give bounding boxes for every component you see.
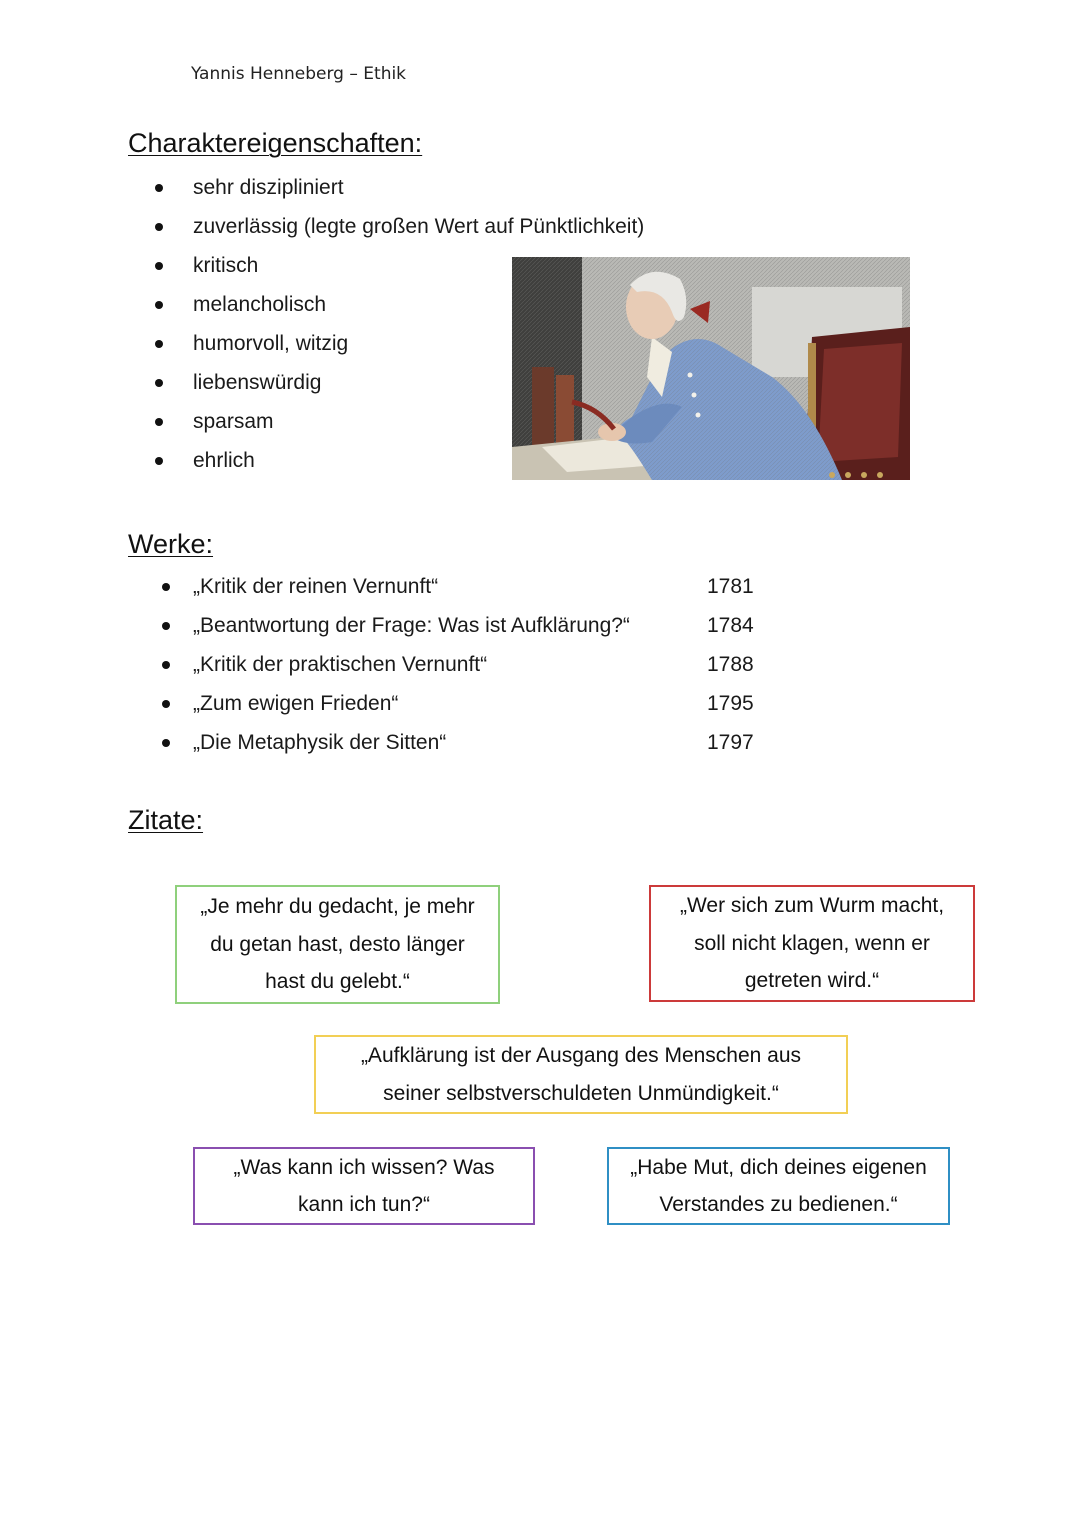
work-title: „Kritik der reinen Vernunft“ (193, 575, 439, 598)
quote-box (607, 1147, 950, 1225)
traits-heading: Charaktereigenschaften: (128, 128, 423, 158)
work-year: 1795 (707, 692, 754, 715)
works-heading: Werke: (128, 529, 214, 559)
list-item (0, 168, 644, 207)
bullet-icon (155, 262, 163, 270)
quotes-heading: Zitate: (128, 805, 204, 835)
quote-text: „Was kann ich wissen? Was kann ich tun?“ (233, 1155, 495, 1216)
quote-box (193, 1147, 535, 1225)
portrait-image (512, 257, 910, 480)
bullet-icon (162, 622, 170, 630)
quote-box (314, 1035, 848, 1114)
bullet-icon (155, 418, 163, 426)
work-year: 1781 (707, 575, 754, 598)
work-year: 1788 (707, 653, 754, 676)
bullet-icon (155, 301, 163, 309)
bullet-icon (155, 340, 163, 348)
trait-label: zuverlässig (legte großen Wert auf Pünktlichkeit) (193, 215, 645, 238)
work-title: „Kritik der praktischen Vernunft“ (193, 653, 488, 676)
list-item (0, 684, 754, 723)
work-title: „Beantwortung der Frage: Was ist Aufklärung?“ (193, 614, 630, 637)
quote-box (649, 885, 975, 1002)
trait-label: kritisch (193, 254, 259, 277)
bullet-icon (155, 457, 163, 465)
work-title: „Die Metaphysik der Sitten“ (193, 731, 447, 754)
bullet-icon (155, 223, 163, 231)
quote-text: „Aufklärung ist der Ausgang des Menschen aus seiner selbstverschuldeten Unmündigkeit.“ (360, 1044, 802, 1105)
trait-label: liebenswürdig (193, 371, 322, 394)
bullet-icon (162, 583, 170, 591)
bullet-icon (162, 661, 170, 669)
quote-box (175, 885, 500, 1004)
work-title: „Zum ewigen Frieden“ (193, 692, 399, 715)
bullet-icon (162, 739, 170, 747)
trait-label: sehr diszipliniert (193, 176, 344, 199)
list-item (0, 567, 754, 606)
portrait-engraving-icon (512, 257, 910, 480)
quote-text: „Habe Mut, dich deines eigenen Verstandes zu bedienen.“ (630, 1155, 927, 1216)
trait-label: melancholisch (193, 293, 327, 316)
trait-label: sparsam (193, 410, 274, 433)
list-item (0, 207, 644, 246)
bullet-icon (155, 379, 163, 387)
list-item (0, 606, 754, 645)
bullet-icon (162, 700, 170, 708)
document-header: Yannis Henneberg – Ethik (191, 64, 407, 84)
works-list (0, 567, 754, 762)
trait-label: ehrlich (193, 449, 255, 472)
trait-label: humorvoll, witzig (193, 332, 349, 355)
list-item (0, 645, 754, 684)
work-year: 1784 (707, 614, 754, 637)
bullet-icon (155, 184, 163, 192)
work-year: 1797 (707, 731, 754, 754)
quote-text: „Je mehr du gedacht, je mehr du getan hast, desto länger hast du gelebt.“ (200, 895, 475, 994)
quote-text: „Wer sich zum Wurm macht, soll nicht klagen, wenn er getreten wird.“ (679, 894, 945, 993)
list-item (0, 723, 754, 762)
